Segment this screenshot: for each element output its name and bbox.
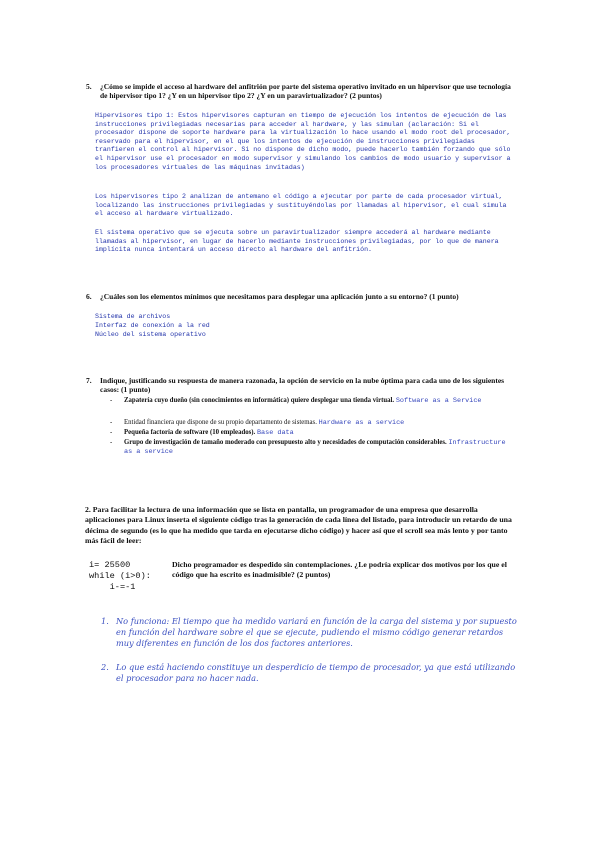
p2-answer-1: No funciona: El tiempo que ha medido variará en función de la carga del sistema y por supuesto en función del hardware sobre el que se ejecute, pudiendo el mismo código generar retardos muy diferentes en función de los dos factores anteriores.: [116, 616, 517, 648]
code-line-3: i-=-1: [89, 582, 136, 592]
question-6-number: 6.: [86, 292, 92, 301]
p2-answer-2: Lo que está haciendo constituye un desperdicio de tiempo de procesador, ya que está utilizando el procesador para no hacer nada.: [116, 662, 516, 683]
problem-2-question: Dicho programador es despedido sin contemplaciones. ¿Le podría explicar dos motivos por los que el código que ha escrito es inadmisible? (2 puntos): [172, 560, 507, 580]
bullet-dash: -: [110, 439, 113, 446]
question-5-text: ¿Cómo se impide el acceso al hardware del anfitrión por parte del sistema operativo invitado en un hipervisor que use tecnología de hipervisor tipo 1? ¿Y en un hipervisor tipo 2? ¿Y en un paravirtualizador? (2 puntos): [100, 82, 511, 100]
bullet-dash: -: [110, 397, 113, 404]
bullet-dash: -: [110, 419, 113, 426]
q6-answer-network-interface: Interfaz de conexión a la red: [95, 322, 210, 329]
q7-item-software-factory: Pequeña factoría de software (10 empleados). Base data: [124, 429, 294, 437]
q7-item-bank: Entidad financiera que dispone de su propio departamento de sistemas. Hardware as a service: [124, 419, 405, 427]
problem-2-statement: 2. Para facilitar la lectura de una información que se lista en pantalla, un programador de una empresa que desarrolla aplicaciones para Linux inserta el siguiente código tras la generación de cada línea del listado, para introducir un retardo de una décima de segundo (es lo que ha medido que tarda en ejecutarse dicho código) y hacer así que el scroll sea más lento y por tanto más fácil de leer:: [85, 505, 512, 546]
bullet-dash: -: [110, 429, 113, 436]
code-line-2: while (i>0):: [89, 571, 151, 581]
question-5-number: 5.: [86, 82, 92, 91]
q6-answer-filesystem: Sistema de archivos: [95, 313, 171, 320]
code-line-1: i= 25500: [89, 560, 131, 570]
q6-answer-kernel: Núcleo del sistema operativo: [95, 331, 206, 338]
q7-item-shoe-store: Zapatería cuyo dueño (sin conocimientos en informática) quiere desplegar una tienda virtual. Software as a Service: [124, 397, 482, 405]
q5-answer-type1: Hipervisores tipo 1: Estos hipervisores capturan en tiempo de ejecución los intentos de ejecución de las instrucciones privilegiadas necesarias para acceder al hardware, y las simulan (aclaración: Si el procesador dispone de soporte hardware para la virtualización lo hace usando el modo root del procesador, reservado para el hipervisor, en el que los intentos de ejecución de instrucciones privilegiadas tranfieren el control al hipervisor. Si no dispone de dicho modo, puede hacerlo también forzando que sólo el hipervisor use el procesador en modo supervisor y simulando los cambios de modo usuario y supervisor a los procesadores virtuales de las máquinas invitadas): [95, 112, 515, 171]
q7-item-research-group: Grupo de investigación de tamaño moderado con presupuesto alto y necesidades de computación considerables. Infrastructure as a service: [124, 439, 506, 456]
question-6-text: ¿Cuáles son los elementos mínimos que necesitamos para desplegar una aplicación junto a su entorno? (1 punto): [100, 292, 459, 301]
p2-answer-1-number: 1.: [101, 616, 109, 626]
q5-answer-paravirtualizer: El sistema operativo que se ejecuta sobre un paravirtualizador siempre accederá al hardware mediante llamadas al hipervisor, en lugar de hacerlo mediante instrucciones privilegiadas, por lo que de manera implícita nunca intentará un acceso directo al hardware del anfitrión.: [95, 229, 503, 254]
question-7-text: Indique, justificando su respuesta de manera razonada, la opción de servicio en la nube óptima para cada uno de los siguientes casos: (1 punto): [100, 376, 505, 394]
p2-answer-2-number: 2.: [101, 662, 109, 672]
question-7-number: 7.: [86, 376, 92, 385]
q5-answer-type2: Los hipervisores tipo 2 analizan de antemano el código a ejecutar por parte de cada procesador virtual, localizando las instrucciones privilegiadas y sustituyéndolas por llamadas al hipervisor, el cual simula el acceso al hardware virtualizado.: [95, 193, 511, 218]
